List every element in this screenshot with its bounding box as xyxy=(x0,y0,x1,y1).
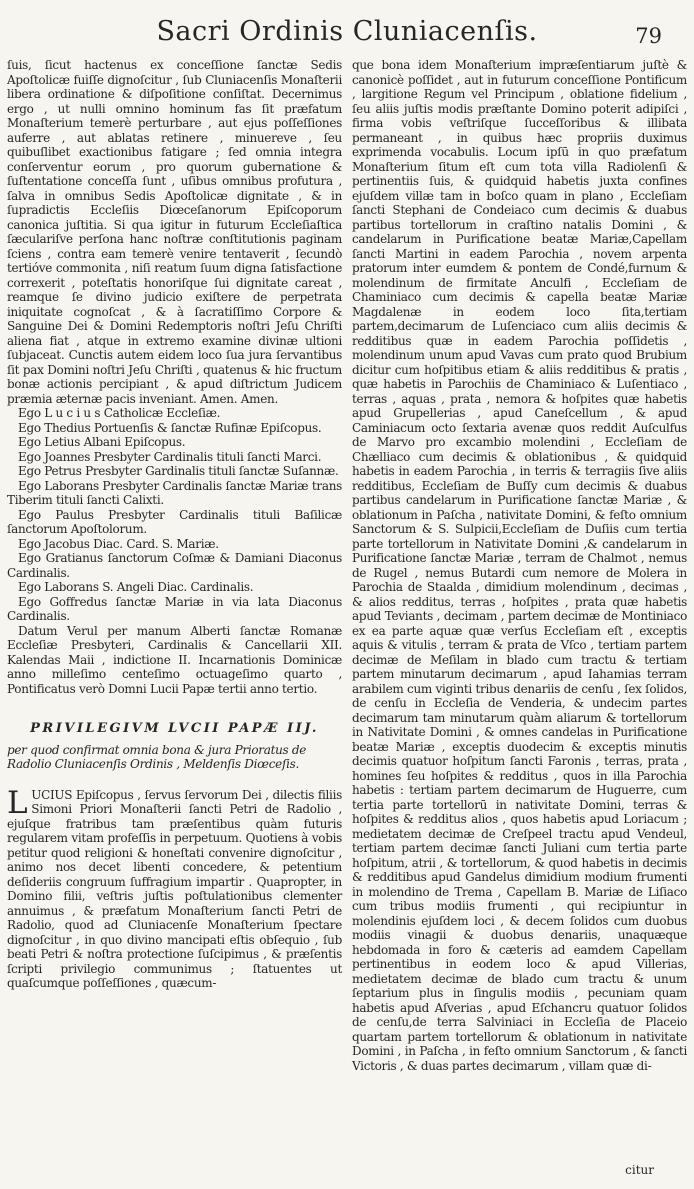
subscription-line: Ego Laborans S. Angeli Diac. Cardinalis. xyxy=(18,580,254,594)
privilege-opening-text: UCIUS Epiſcopus , ſervus ſervorum Dei , dilectis filiis Simoni Priori Monaſterii ſancti Petri de Radolio , ejuſque fratribus tam præſentibus quàm futuris regularem vitam profeſſis in perpetuum. Quotiens à vobis petitur quod religioni & honeſtati convenire dignoſcitur , animo nos decet libenti concedere, & petentium deſideriis congruum ſuffragium impartir . Quapropter, in Domino filii, veſtris juſtis poſtulationibus clementer annuimus , & præfatum Monaſterium ſancti Petri de Radolio, quod ad Cluniacenſe Monaſterium ſpectare dignoſcitur , in quo divino mancipati eſtis obſequio , ſub beati Petri & noſtra protectione ſuſcipimus , & præſentis ſcripti privilegio communimus ; ſtatuentes ut quaſcumque poſſeſſiones , quæcum- xyxy=(7,787,342,990)
privilege-section-heading: PRIVILEGIVM LVCII PAPÆ IIJ. xyxy=(30,721,319,736)
subscription-line: Ego Goffredus ſanctæ Mariæ in via lata Diaconus Cardinalis. xyxy=(7,594,342,623)
subscription-line: Ego Joannes Presbyter Cardinalis tituli ſancti Marci. xyxy=(18,449,322,464)
subscription-line: Ego Letius Albani Epiſcopus. xyxy=(18,435,186,449)
bull-conclusion-paragraph: ſuis, ſicut hactenus ex conceſſione ſanctæ Sedis Apoſtolicæ fuiſſe dignoſcitur , ſub Cluniacenſis Monaſterii libera ordinatione & diſpoſitione conſiſtat. Decernimus ergo , ut nulli omnino hominum fas ſit præfatum Monaſterium temerè perturbare , aut ejus poſſeſſiones auferre , aut ablatas retinere , minuereve , ſeu quibuſlibet exactionibus fatigare ; ſed omnia integra conſerventur eorum , pro quorum gubernatione & ſuſtentatione conceſſa ſunt , uſibus omnibus profutura , ſalva in omnibus Sedis Apoſtolicæ dignitate , & in ſupradictis Eccleſiis Diœceſanorum Epiſcoporum canonica juſtitia. Si qua igitur in futurum Eccleſiaſtica ſæculariſve perſona hanc noſtræ conſtitutionis paginam ſciens , contra eam temerè venire tentaverit , ſecundò tertióve commonita , niſi reatum ſuum digna ſatisfactione correxerit , poteſtatis honoriſque ſui dignitate careat , reamque ſe divino judicio exiſtere de perpetrata iniquitate cognoſcat , & à ſacratiſſimo Corpore & Sanguine Dei & Domini Redemptoris noſtri Jeſu Chriſti aliena fiat , atque in extremo examine divinæ ultioni ſubjaceat. Cunctis autem eidem loco ſua jura ſervantibus ſit pax Domini noſtri Jeſu Chriſti , quatenus & hic fructum bonæ actionis percipiant , & apud diſtrictum Judicem præmia æternæ pacis inveniant. Amen. Amen. xyxy=(7,58,342,406)
subscription-line: Ego Laborans Presbyter Cardinalis ſanctæ Mariæ trans Tiberim tituli ſancti Calixti. xyxy=(7,478,342,507)
drop-cap-initial: L xyxy=(7,784,28,821)
subscription-line: Ego Jacobus Diac. Card. S. Mariæ. xyxy=(18,536,219,551)
subscription-line: Ego Paulus Presbyter Cardinalis tituli Baſilicæ ſanctorum Apoſtolorum. xyxy=(7,507,342,536)
privilege-section-subtitle: per quod confirmat omnia bona & jura Prioratus de Radolio Cluniacenſis Ordinis , Meldenſis Diœceſis. xyxy=(7,742,307,771)
text-columns xyxy=(0,58,694,1073)
subscription-line: Datum Verul per manum Alberti ſanctæ Romanæ Eccleſiæ Presbyteri, Cardinalis & Cancellarii XII. Kalendas Maii , indictione II. Incarnationis Dominicæ anno milleſimo centeſimo octuageſimo quarto , Pontificatus verò Domni Lucii Papæ tertii anno tertio. xyxy=(7,623,342,696)
catchword: citur xyxy=(625,1163,654,1177)
possessions-enumeration-paragraph: que bona idem Monaſterium impræſentiarum juſtè & canonicè poſſidet , aut in futurum conceſſione Pontificum , largitione Regum vel Principum , oblatione fidelium , ſeu aliis juſtis modis præſtante Domino poterit adipiſci , firma vobis veſtriſque ſucceſſoribus & illibata permaneant , in quibus hæc propriis duximus exprimenda vocabulis. Locum ipſū in quo præfatum Monaſterium ſitum eſt cum tota villa Radiolenſi & pertinentiis ſuis, & quidquid habetis juxta confines ejuſdem villæ tam in boſco quam in plano , Eccleſiam ſancti Stephani de Condeiaco cum decimis & duabus partibus tortellorum in craſtino natalis Domini , & candelarum in Purificatione beatæ Mariæ,Capellam ſancti Martini in eadem Parochia , novem arpenta pratorum inter eumdem & pontem de Condé,furnum & molendinum de firmitate Anculfi , Eccleſiam de Chaminiaco cum decimis & capella beatæ Mariæ Magdalenæ in eodem loco ſita,tertiam partem,decimarum de Luſenciaco cum aliis decimis & redditibus quæ in eadem Parochia poſſidetis , molendinum unum apud Vavas cum prato quod Brubium dicitur cum hoſpitibus etiam & aliis redditibus & pratis , quæ habetis in Parochiis de Chaminiaco & Luſentiaco , terras , aquas , prata , nemora & hoſpites quæ habetis apud Grupellerias , apud Caneſcellum , & apud Caminiacum octo ſextaria avenæ quos reddit Auſculfus de Marvo pro excambio molendini , Eccleſiam de Chælliaco cum decimis & oblationibus , & quidquid habetis in eadem Parochia , in terris & terragiis ſive aliis redditibus, Eccleſiam de Buſſy cum decimis & duabus partibus candelarum in Purificatione ſanctæ Mariæ , & oblationum in Paſcha , nativitate Domini, & feſto omnium Sanctorum & S. Sulpicii,Eccleſiam de Duſiis cum tertia parte tortellorum in Nativitate Domini ,& candelarum in Purificatione ſanctæ Mariæ , terram de Chalmot , nemus de Rugel , nemus Butardi cum nemore de Molera in Parochia de Staalda , dimidium molendinum , decimas , & alios redditus, terras , hoſpites , prata quæ habetis apud Teviants , decimam , partem decimæ de Montiniaco ex ea parte aquæ quæ verſus Eccleſiam eſt , exceptis aquis & vitulis , terram & prata de Vſco , tertiam partem decimæ de Meſilam in blado cum tractu & tertiam partem minutarum decimarum , apud Iahamias terram arabilem cum viginti tribus denariis de cenſu , ſex ſolidos, de cenſu in Eccleſia de Venderia, & undecim partes decimarum tam minutarum quàm aliarum & tortellorum in Nativitate Domini , & omnes candelas in Purificatione beatæ Mariæ , exceptis duodecim & exceptis minutis decimis quatuor hoſpitum ſancti Faronis , terras, prata , homines ſeu hoſpites & redditus , quos in illa Parochia habetis : tertiam partem decimarum de Huguerre, cum tertia parte tortellorū in nativitate Domini, terras & hoſpites & redditus alios , quos habetis apud Loriacum ; medietatem decimæ de Creſpeel tractu apud Vendeul, tertiam partem decimæ ſancti Juliani cum tertia parte hoſpitum, atrii , & tortellorum, & quod habetis in decimis & redditibus apud Gandelus dimidium modium frumenti in molendino de Trema , Capellam B. Mariæ de Liſiaco cum tribus modiis frumenti , qui recipiuntur in molendinis ejuſdem loci , & decem ſolidos cum duobus modiis vinagii & duobus denariis, unaquæque hebdomada in foro & cæteris ad eamdem Capellam pertinentibus in eodem loco & apud Villerias, medietatem decimæ de blado cum tractu & unum ſeptarium plus in ſingulis modiis , pecuniam quam habetis apud Aſverias , apud Eſchancru quatuor ſolidos de cenſu,de terra Salviniaci in Eccleſia de Placeio quartam partem tortellorum & oblationum in nativitate Domini , in Paſcha , in feſto omnium Sanctorum , & ſancti Victoris , & duas partes decimarum , villam quæ di- xyxy=(352,58,687,1073)
running-head xyxy=(0,0,694,58)
page-title: Sacri Ordinis Cluniacenſis. xyxy=(156,16,538,47)
cardinal-subscriptions-list xyxy=(7,406,342,696)
subscription-line: Ego Thedius Portuenſis & ſanctæ Rufinæ Epiſcopus. xyxy=(18,420,322,435)
subscription-line: Ego L u c i u s Catholicæ Eccleſiæ. xyxy=(18,406,221,420)
subscription-line: Ego Gratianus ſanctorum Coſmæ & Damiani Diaconus Cardinalis. xyxy=(7,551,342,580)
left-column xyxy=(7,58,342,1073)
subscription-line: Ego Petrus Presbyter Gardinalis tituli ſanctæ Suſannæ. xyxy=(18,464,339,478)
right-column xyxy=(352,58,687,1073)
page-number: 79 xyxy=(635,24,662,48)
privilege-opening-paragraph xyxy=(7,784,342,991)
